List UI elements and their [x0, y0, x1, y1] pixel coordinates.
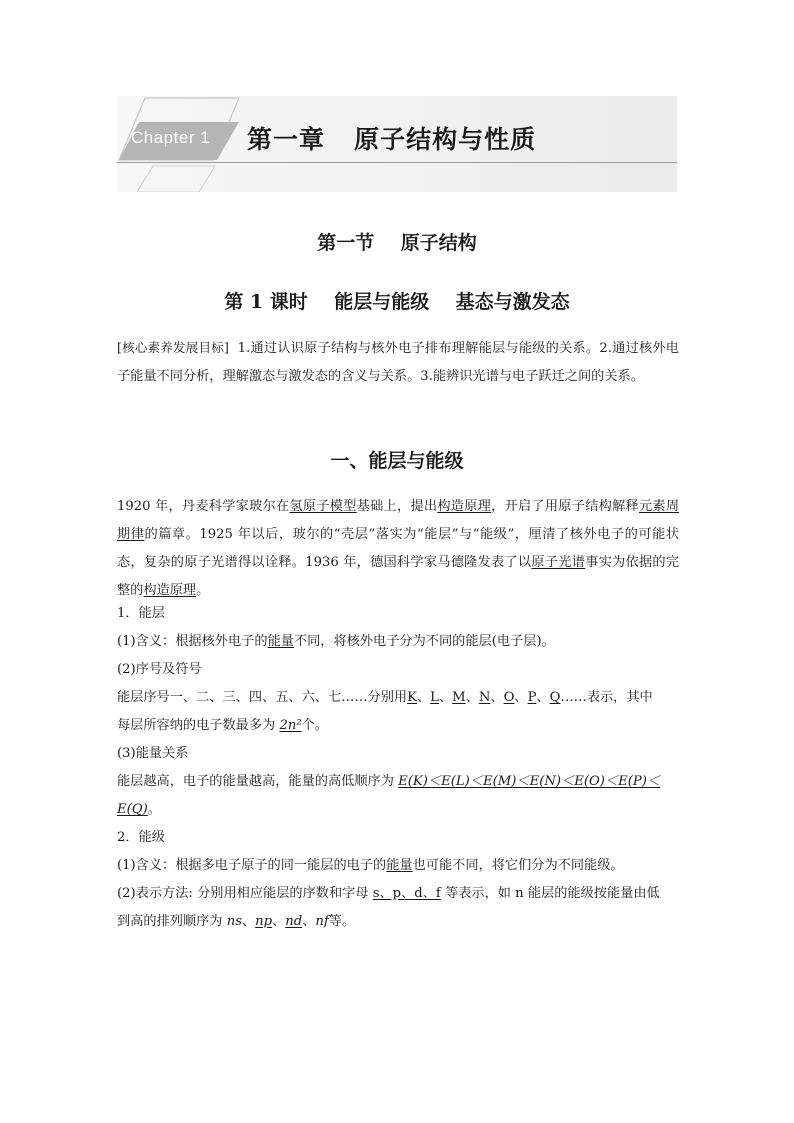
intro-underline: 构造原理: [143, 583, 197, 598]
intro-underline: 氢原子模型: [289, 499, 357, 514]
chapter-title: 第一章 原子结构与性质: [247, 125, 537, 154]
intro-underline: 构造原理: [437, 499, 492, 514]
intro-underline: 原子光谱: [531, 555, 586, 570]
chapter-banner: [117, 96, 677, 192]
shell-letter: N: [478, 690, 491, 705]
level-order: 到高的排列顺序为 ns、np、nd、nf等。: [117, 914, 356, 929]
part-title: 一、能层与能级: [330, 450, 464, 472]
intro-text: ，开启了用原子结构解释: [491, 499, 639, 514]
text: 每层所容纳的电子数最多为: [117, 718, 280, 733]
intro-paragraph: [117, 493, 679, 605]
shell-letter: P: [527, 690, 537, 705]
underline: 能量: [267, 634, 294, 649]
level-item: np: [255, 914, 273, 929]
underline: 能量: [386, 858, 413, 873]
text: (1)含义：根据核外电子的: [117, 634, 268, 649]
shell-seq-line: 能层序号一、二、三、四、五、六、七……分别用K、L、M、N、O、P、Q……表示，其中: [117, 690, 653, 705]
intro-underline: 元素周期律: [117, 499, 680, 542]
level-item: ns: [226, 914, 242, 929]
section-title: 第一节 原子结构: [317, 232, 477, 254]
text: 。: [147, 802, 161, 817]
level-item: nf: [315, 914, 329, 929]
energy-line: [117, 768, 679, 796]
text: 个。: [301, 718, 328, 733]
underline: E(K)＜E(L)＜E(M)＜E(N)＜E(O)＜E(P)＜: [398, 774, 661, 789]
text: 也可能不同，将它们分为不同能级。: [412, 858, 624, 873]
core-goals: [117, 334, 679, 391]
underline: s、p、d、f: [372, 886, 441, 901]
level-item: nd: [285, 914, 303, 929]
shell-seq-heading: (2)序号及符号: [117, 662, 202, 677]
shell-meaning: [117, 628, 679, 656]
heading-energy-level: 2．能级: [117, 830, 165, 845]
underline: E(Q): [117, 802, 148, 817]
text: 能层序号一、二、三、四、五、六、七……分别用: [117, 690, 408, 705]
shell-letter: M: [452, 690, 466, 705]
intro-text: 的篇章。1925 年以后，玻尔的“壳层”落实为“能层”与“能级”，厘清了核外电子的可能状态，复杂的原子光谱得以诠释。1936 年，德国科学家马德隆发表了以: [117, 527, 680, 570]
text: ……表示，其中: [560, 690, 653, 705]
text: (2)表示方法: 分别用相应能层的序数和字母: [117, 886, 373, 901]
heading-energy-shell: 1．能层: [117, 606, 165, 621]
shell-letter: Q: [549, 690, 561, 705]
goals-label: [核心素养发展目标]: [117, 340, 229, 355]
energy-heading: (3)能量关系: [117, 746, 189, 761]
underline: 2n²: [279, 718, 302, 733]
goals-text: 1.通过认识原子结构与核外电子排布理解能层与能级的关系。2.通过核外电子能量不同分析，理解激态与激发态的含义与关系。3.能辨识光谱与电子跃迁之间的关系。: [117, 341, 679, 384]
banner-divider: [117, 162, 677, 163]
shell-letter: O: [503, 690, 515, 705]
shell-letter: K: [407, 690, 417, 705]
text: 等表示，如 n 能层的能级按能量由低: [440, 886, 660, 901]
energy-line-2: [117, 796, 679, 824]
shell-letter: L: [430, 690, 439, 705]
intro-text: 基础上，提出: [356, 499, 438, 514]
text: (1)含义：根据多电子原子的同一能层的电子的: [117, 858, 387, 873]
text: 不同，将核外电子分为不同的能层(电子层)。: [293, 634, 555, 649]
intro-text: 1920 年，丹麦科学家玻尔在: [117, 499, 290, 514]
lesson-title: 第 1 课时 能层与能级 基态与激发态: [224, 291, 570, 313]
intro-text: 。: [196, 583, 210, 598]
chapter-label: Chapter 1: [131, 128, 211, 147]
shell-capacity-line: [117, 712, 679, 740]
intro-text: 事实为依据的完整的: [117, 555, 680, 598]
level-meaning: [117, 852, 679, 880]
level-repr: [117, 880, 679, 908]
text: 到高的排列顺序为: [117, 914, 227, 929]
text: 等。: [328, 914, 356, 929]
text: 能层越高，电子的能量越高，能量的高低顺序为: [117, 774, 399, 789]
